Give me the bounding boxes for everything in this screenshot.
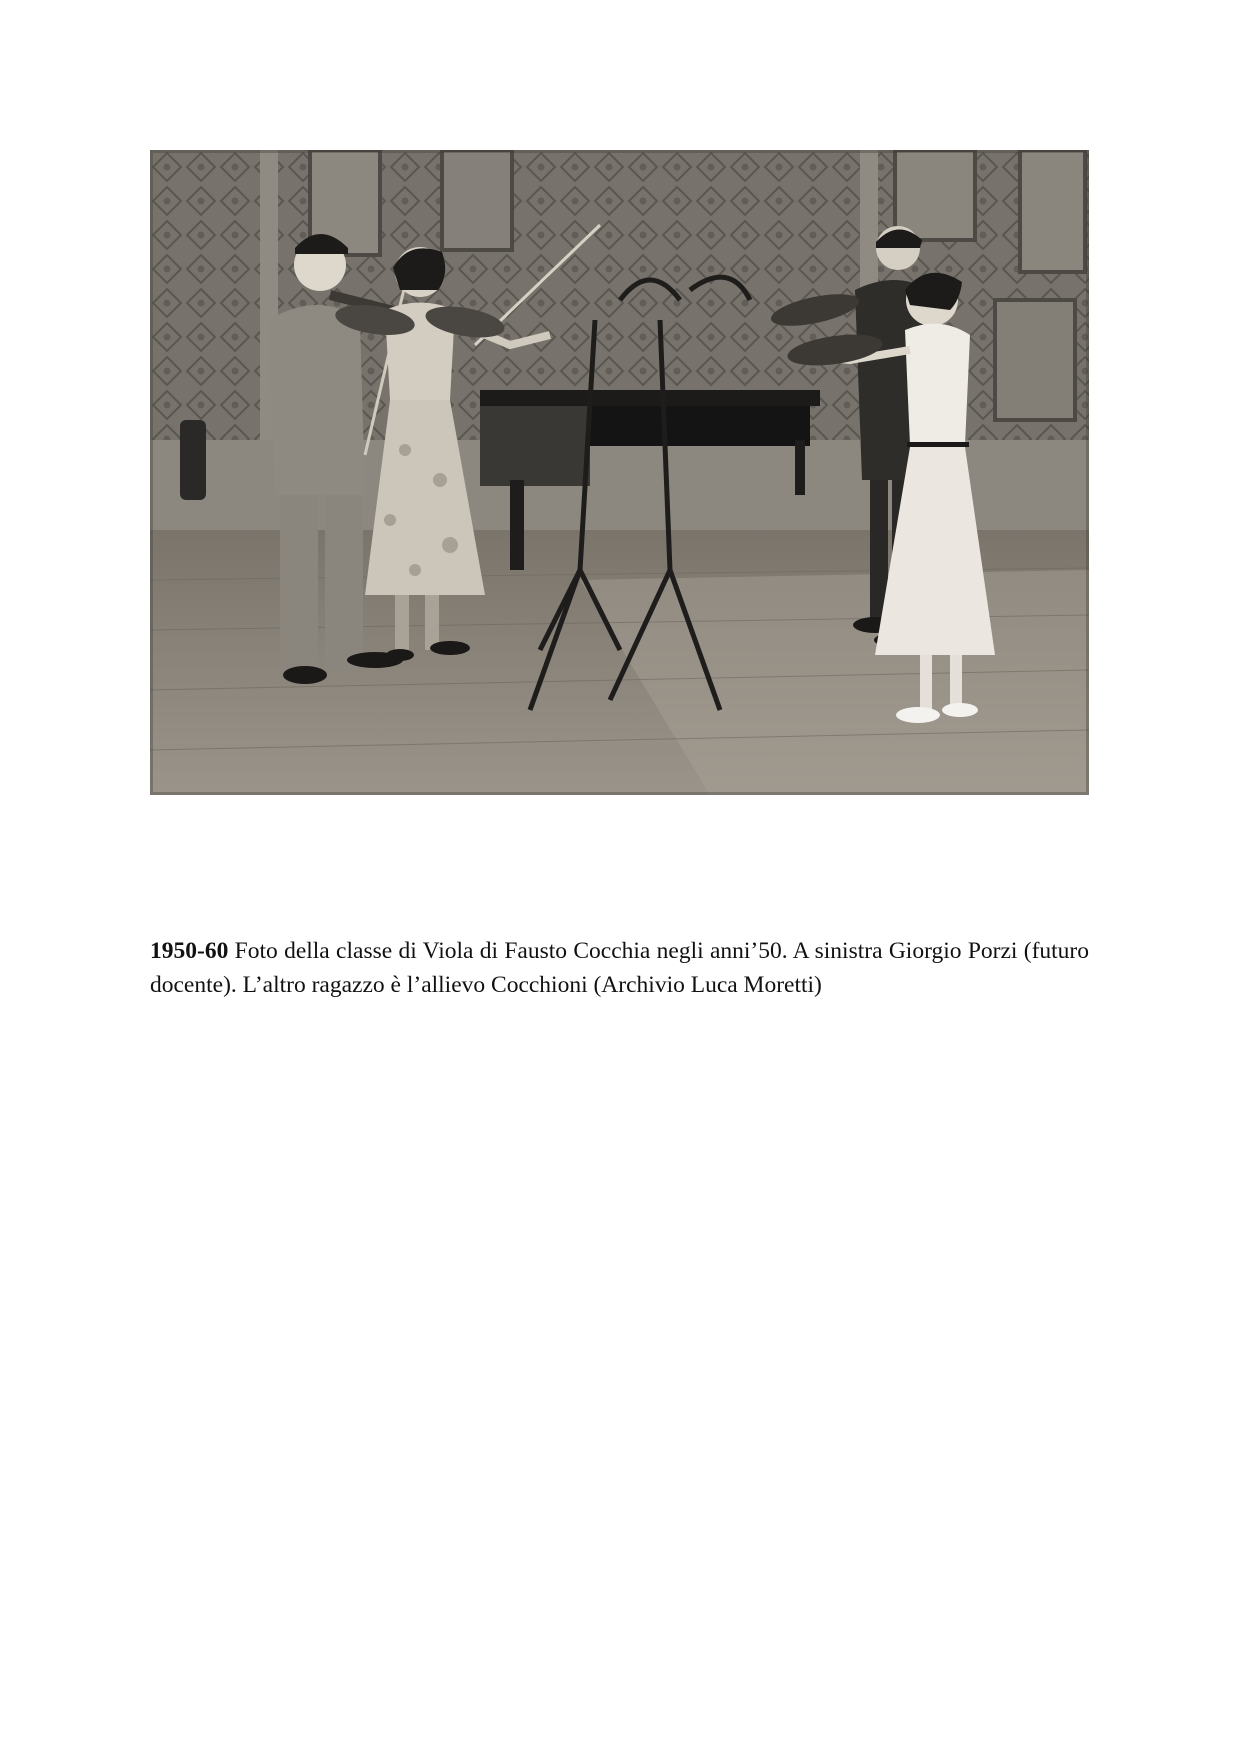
photo-caption bbox=[150, 934, 1089, 1002]
archival-photograph bbox=[150, 150, 1089, 795]
photo-scene bbox=[150, 150, 1089, 795]
caption-date: 1950-60 bbox=[150, 937, 229, 964]
caption-text: Foto della classe di Viola di Fausto Cocchia negli anni’50. A sinistra Giorgio Porzi (futuro docente). L’altro ragazzo è l’allievo Cocchioni (Archivio Luca Moretti) bbox=[150, 937, 1090, 998]
